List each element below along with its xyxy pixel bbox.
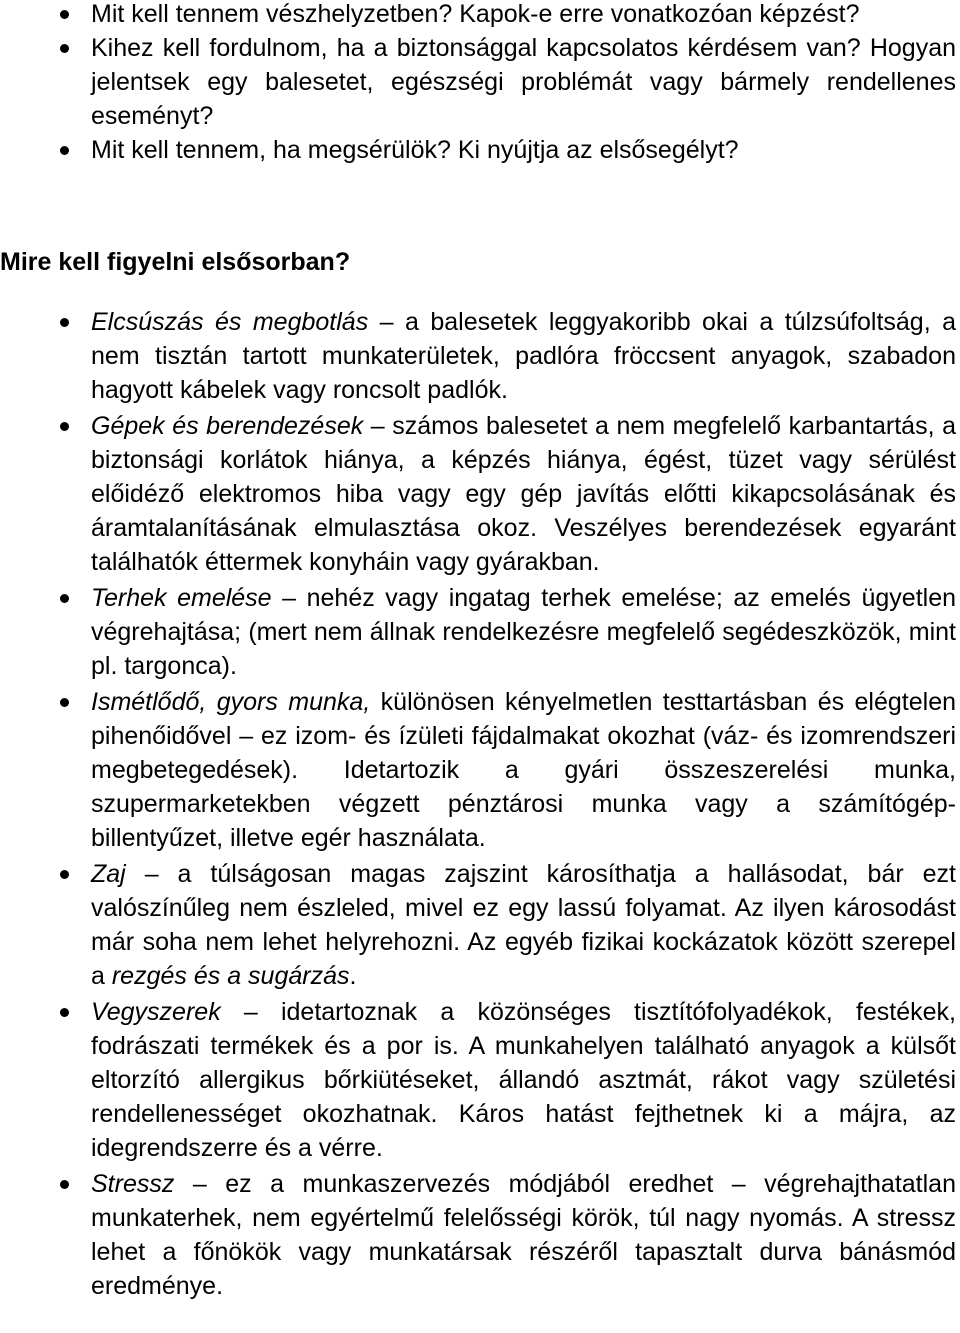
list-item: [0, 857, 960, 993]
list-item: [0, 133, 960, 167]
hazard-description: – idetartoznak a közönséges tisztítófolyadékok, festékek, fodrászati termékek és a por is. A munkahelyen található anyagok a külsőt eltorzító allergikus bőrkiütéseket, állandó asztmát, rákot vagy születési rendellenességet okozhatnak. Káros hatást fejthetnek ki a májra, az idegrendszerre és a vérre.: [91, 998, 956, 1162]
hazard-description: – ez a munkaszervezés módjából eredhet – végrehajthatatlan munkaterhek, nem egyértelmű felelősségi körök, túl nagy nyomás. A stressz lehet a főnökök vagy munkatársak részéről tapasztalt durva bánásmód eredménye.: [91, 1170, 956, 1300]
bullet-icon: [60, 1008, 69, 1017]
hazard-description: – számos balesetet a nem megfelelő karbantartás, a biztonsági korlátok hiánya, a képzés hiánya, égést, tüzet vagy sérülést előidéző elektromos hiba vagy egy gép javítás előtti kikapcsolásának és áramtalanításának elmulasztása okoz. Veszélyes berendezések egyaránt találhatók éttermek konyháin vagy gyárakban.: [91, 412, 956, 576]
hazard-tail: .: [349, 962, 357, 990]
list-item-text: Kihez kell fordulnom, ha a biztonsággal kapcsolatos kérdésem van? Hogyan jelentsek egy balesetet, egészségi problémát vagy bármely rendellenes eseményt?: [91, 34, 956, 130]
hazard-description: – a túlságosan magas zajszint károsíthatja a hallásodat, bár ezt valószínűleg nem észleled, mivel ez egy lassú folyamat. Az ilyen károsodást már soha nem lehet helyrehozni. Az egyéb fizikai kockázatok között szerepel a: [91, 860, 956, 990]
hazard-term: Terhek emelése: [91, 584, 272, 612]
list-item: [0, 685, 960, 855]
hazard-description: különösen kényelmetlen testtartásban és elégtelen pihenőidővel – ez izom- és ízületi fájdalmakat okozhat (váz- és izomrendszeri megbetegedések). Idetartozik a gyári összeszerelési munka, szupermarketekben végzett pénztárosi munka vagy a számítógép-billentyűzet, illetve egér használata.: [91, 688, 956, 852]
hazard-term: Vegyszerek: [91, 998, 221, 1026]
list-item: [0, 409, 960, 579]
section-heading: Mire kell figyelni elsősorban?: [0, 248, 351, 276]
bullet-icon: [60, 594, 69, 603]
hazard-term: Elcsúszás és megbotlás: [91, 308, 369, 336]
hazard-list: [0, 305, 960, 1303]
bullet-icon: [60, 146, 69, 155]
bullet-icon: [60, 698, 69, 707]
list-item: [0, 31, 960, 133]
hazard-term: Zaj: [91, 860, 126, 888]
hazard-description: – nehéz vagy ingatag terhek emelése; az emelés ügyetlen végrehajtása; (mert nem állnak rendelkezésre megfelelő segédeszközök, mint pl. targonca).: [91, 584, 956, 680]
list-item: [0, 305, 960, 407]
hazard-term: Stressz: [91, 1170, 175, 1198]
hazard-emphasis: rezgés és a sugárzás: [111, 962, 350, 990]
hazard-term: Ismétlődő, gyors munka,: [91, 688, 371, 716]
intro-question-list: [0, 0, 960, 167]
hazard-term: Gépek és berendezések: [91, 412, 364, 440]
bullet-icon: [60, 44, 69, 53]
list-item-text: Mit kell tennem, ha megsérülök? Ki nyújtja az elsősegélyt?: [91, 136, 739, 164]
list-item: [0, 1167, 960, 1303]
hazard-description: – a balesetek leggyakoribb okai a túlzsúfoltság, a nem tisztán tartott munkaterületek, padlóra fröccsent anyagok, szabadon hagyott kábelek vagy roncsolt padlók.: [91, 308, 956, 404]
list-item-text: Mit kell tennem vészhelyzetben? Kapok-e erre vonatkozóan képzést?: [91, 0, 860, 28]
bullet-icon: [60, 1180, 69, 1189]
bullet-icon: [60, 10, 69, 19]
list-item: [0, 0, 960, 31]
bullet-icon: [60, 422, 69, 431]
bullet-icon: [60, 870, 69, 879]
bullet-icon: [60, 318, 69, 327]
list-item: [0, 995, 960, 1165]
list-item: [0, 581, 960, 683]
